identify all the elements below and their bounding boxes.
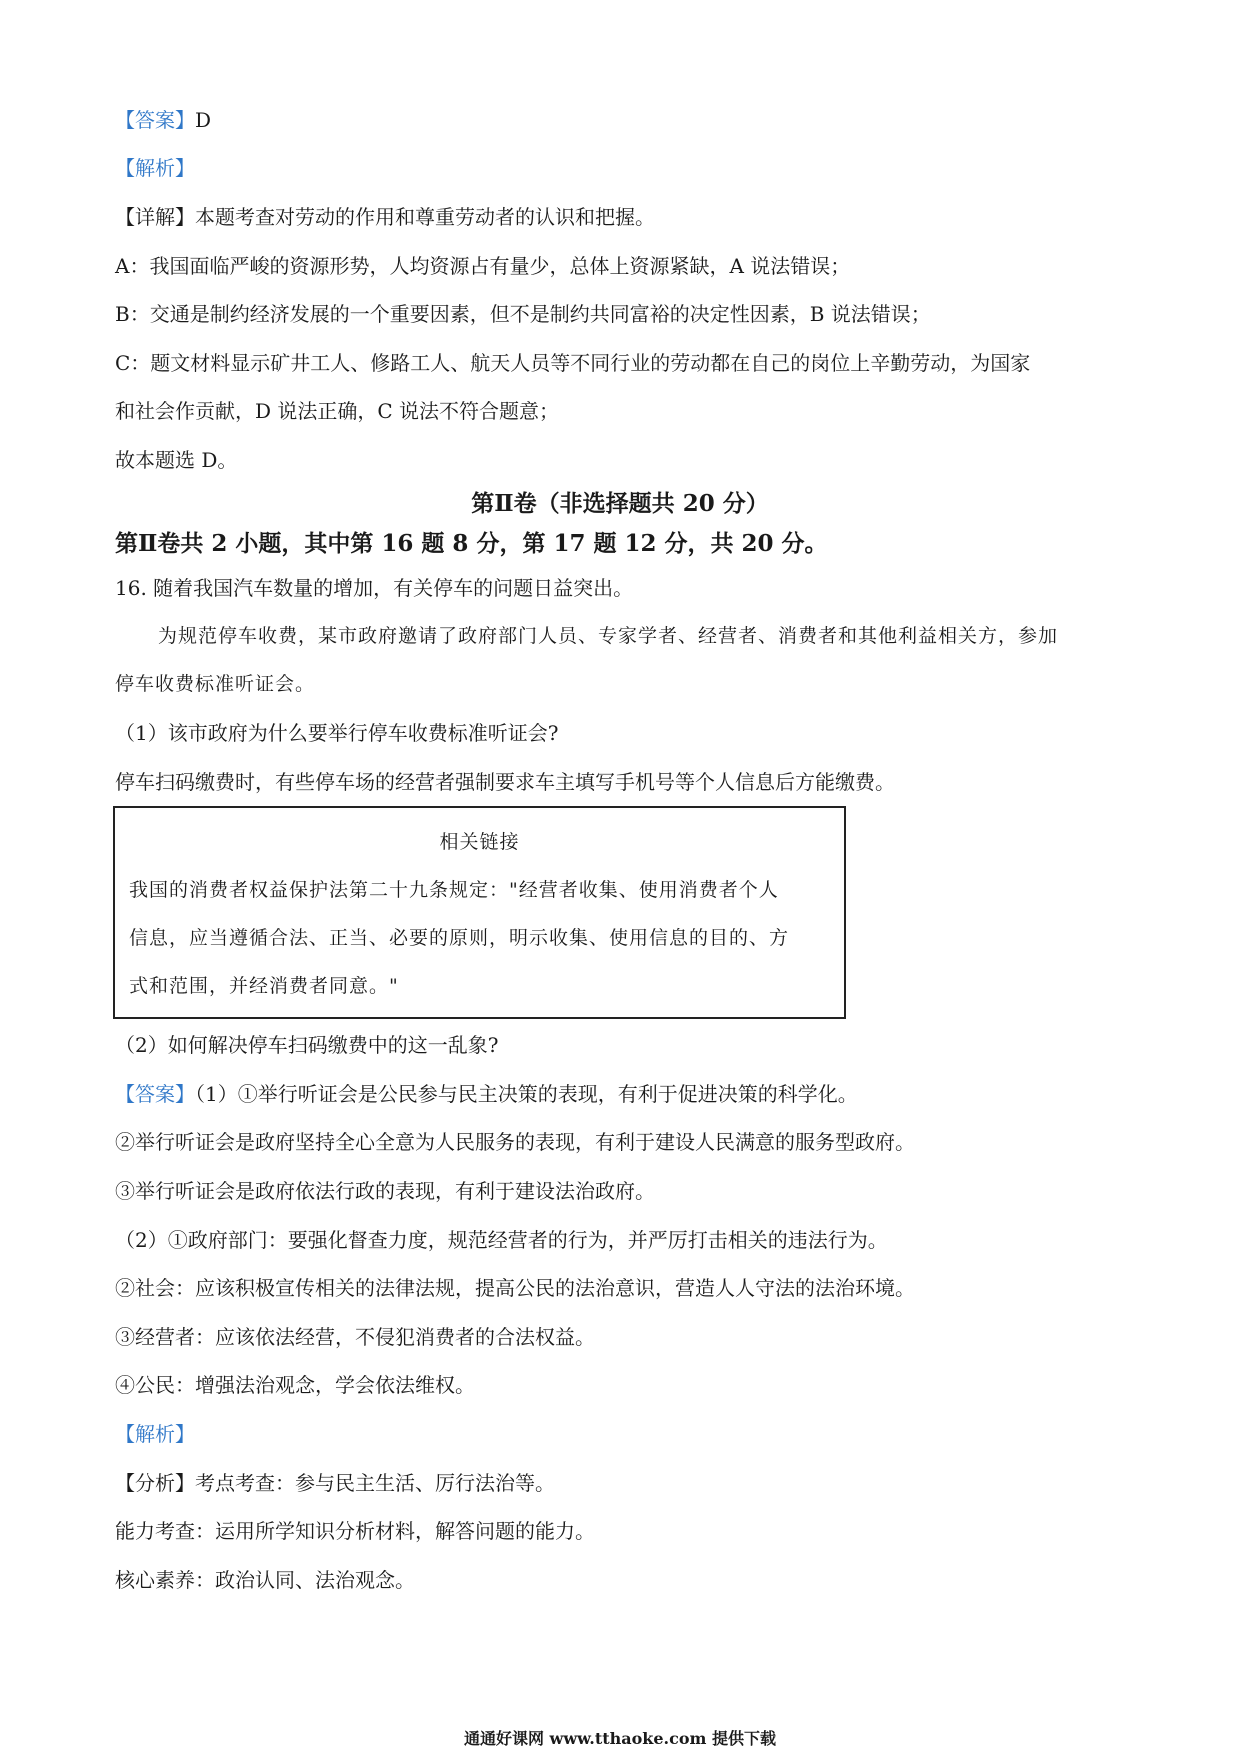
section-title: 第Ⅱ卷（非选择题共 20 分） [471,490,769,517]
conclusion: 故本题选 D。 [115,448,238,472]
option-b: B：交通是制约经济发展的一个重要因素，但不是制约共同富裕的决定性因素，B 说法错误； [115,302,931,326]
ability-line: 能力考查：运用所学知识分析材料，解答问题的能力。 [115,1519,595,1543]
option-c-line-1: C：题文材料显示矿井工人、修路工人、航天人员等不同行业的劳动都在自己的岗位上辛勤劳动，为国家 [115,351,1031,375]
answer2-line-4: （2）①政府部门：要强化督查力度，规范经营者的行为，并严厉打击相关的违法行为。 [115,1228,888,1252]
answer2-text-1: （1）①举行听证会是公民参与民主决策的表现，有利于促进决策的科学化。 [195,1082,858,1106]
answer-line [115,106,211,134]
scenario-text: 停车扫码缴费时，有些停车场的经营者强制要求车主填写手机号等个人信息后方能缴费。 [115,770,895,794]
answer-tag: 【答案】 [115,108,195,132]
question-16-stem: 16. 随着我国汽车数量的增加，有关停车的问题日益突出。 [115,576,634,600]
material-line-1: 为规范停车收费，某市政府邀请了政府部门人员、专家学者、经营者、消费者和其他利益相关方，参加 [158,625,1059,647]
answer2-line-1 [115,1080,858,1108]
answer-value: D [195,108,212,132]
answer2-line-5: ②社会：应该积极宣传相关的法律法规，提高公民的法治意识，营造人人守法的法治环境。 [115,1276,915,1300]
answer2-tag: 【答案】 [115,1082,195,1106]
analysis2-line [115,1420,195,1448]
answer2-line-6: ③经营者：应该依法经营，不侵犯消费者的合法权益。 [115,1325,595,1349]
detail-text: 本题考查对劳动的作用和尊重劳动者的认识和把握。 [195,205,655,229]
answer2-line-3: ③举行听证会是政府依法行政的表现，有利于建设法治政府。 [115,1179,655,1203]
footer-credit: 通通好课网 www.tthaoke.com 提供下载 [463,1729,777,1748]
analysis2-tag: 【解析】 [115,1422,195,1446]
sub-question-2: （2）如何解决停车扫码缴费中的这一乱象? [115,1033,499,1057]
fenxi-tag: 【分析】 [115,1471,195,1495]
material-line-2: 停车收费标准听证会。 [115,673,316,695]
answer2-line-2: ②举行听证会是政府坚持全心全意为人民服务的表现，有利于建设人民满意的服务型政府。 [115,1130,915,1154]
sub-question-1: （1）该市政府为什么要举行停车收费标准听证会? [115,721,559,745]
answer2-line-7: ④公民：增强法治观念，学会依法维权。 [115,1373,475,1397]
option-c-line-2: 和社会作贡献，D 说法正确，C 说法不符合题意； [115,399,560,423]
literacy-line: 核心素养：政治认同、法治观念。 [115,1568,415,1592]
analysis-tag: 【解析】 [115,156,195,180]
related-link-line-3: 式和范围，并经消费者同意。" [129,975,399,997]
option-a: A：我国面临严峻的资源形势，人均资源占有量少，总体上资源紧缺，A 说法错误； [115,254,851,278]
detail-line [115,203,655,231]
section-description: 第Ⅱ卷共 2 小题，其中第 16 题 8 分，第 17 题 12 分，共 20 分。 [115,530,828,557]
fenxi-text: 考点考查：参与民主生活、厉行法治等。 [195,1471,555,1495]
related-link-line-2: 信息，应当遵循合法、正当、必要的原则，明示收集、使用信息的目的、方 [129,927,790,949]
related-link-title: 相关链接 [439,831,520,853]
fenxi-line [115,1469,555,1497]
related-link-box [113,806,846,1019]
detail-tag: 【详解】 [115,205,195,229]
analysis-line [115,154,195,182]
related-link-line-1: 我国的消费者权益保护法第二十九条规定："经营者收集、使用消费者个人 [129,879,779,901]
